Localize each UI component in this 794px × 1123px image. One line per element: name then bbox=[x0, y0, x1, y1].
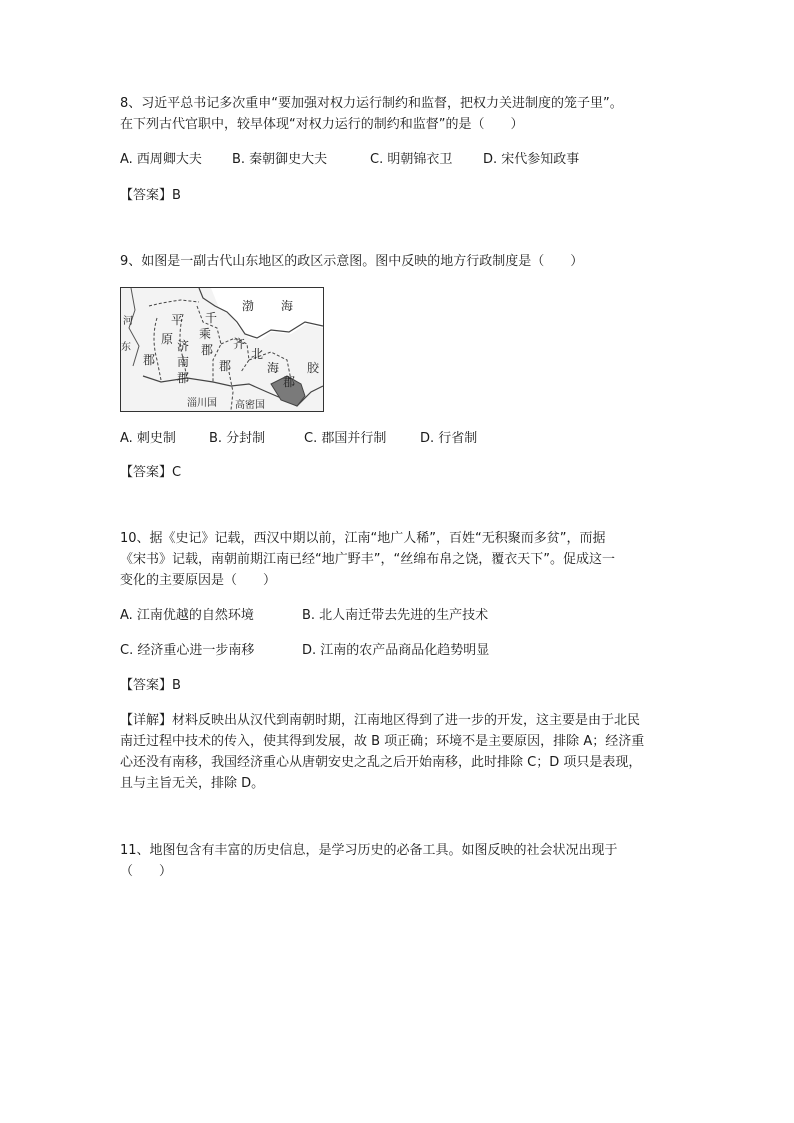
q10-option-c: C. 经济重心进一步南移 bbox=[120, 643, 255, 658]
q10-answer: 【答案】B bbox=[120, 678, 181, 693]
q10-option-d: D. 江南的农产品商品化趋势明显 bbox=[302, 643, 490, 658]
map-label-hai-mid: 海 bbox=[267, 361, 280, 375]
map-boundary-7 bbox=[229, 372, 233, 410]
map-label-jiao: 胶 bbox=[307, 361, 320, 375]
map-boundary-2 bbox=[154, 318, 161, 380]
q8-option-c: C. 明朝锦衣卫 bbox=[370, 152, 453, 167]
q9-answer: 【答案】C bbox=[120, 465, 182, 480]
q8-stem-line2: 在下列古代官职中，较早体现“对权力运行的制约和监督”的是（ ） bbox=[120, 117, 524, 132]
q8-option-b: B. 秦朝御史大夫 bbox=[232, 152, 328, 167]
q10-detail-line1: 【详解】材料反映出从汉代到南朝时期，江南地区得到了进一步的开发，这主要是由于北民 bbox=[120, 713, 641, 728]
q10-detail-line3: 心还没有南移，我国经济重心从唐朝安史之乱之后开始南移，此时排除 C；D 项只是表现， bbox=[120, 755, 642, 770]
map-label-qi: 齐 bbox=[233, 337, 246, 351]
q10-option-b: B. 北人南迁带去先进的生产技术 bbox=[302, 608, 489, 623]
map-label-cheng: 乘 bbox=[199, 327, 212, 341]
q10-stem-line1: 10、据《史记》记载，西汉中期以前，江南“地广人稀”，百姓“无积聚而多贫”，而据 bbox=[120, 531, 606, 546]
q9-option-c: C. 郡国并行制 bbox=[304, 431, 387, 446]
q10-detail-line2: 南迁过程中技术的传入，使其得到发展，故 B 项正确；环境不是主要原因，排除 A；经济重 bbox=[120, 734, 645, 749]
map-label-dong: 东 bbox=[121, 342, 131, 353]
q9-option-d: D. 行省制 bbox=[420, 431, 478, 446]
q8-option-a: A. 西周卿大夫 bbox=[120, 152, 202, 167]
map-label-gaomi: 高密国 bbox=[235, 400, 265, 411]
q8-option-d: D. 宋代参知政事 bbox=[483, 152, 580, 167]
q10-stem-line3: 变化的主要原因是（ ） bbox=[120, 573, 277, 588]
map-boundary-1 bbox=[149, 300, 199, 306]
map-label-nan: 南 bbox=[177, 355, 190, 369]
map-label-qian: 千 bbox=[205, 311, 218, 325]
q10-stem-line2: 《宋书》记载，南朝前期江南已经“地广野丰”，“丝绵布帛之饶，覆衣天下”。促成这一 bbox=[120, 552, 615, 567]
q9-option-b: B. 分封制 bbox=[209, 431, 266, 446]
map-label-jun2: 郡 bbox=[143, 353, 156, 367]
q9-stem-line1: 9、如图是一副古代山东地区的政区示意图。图中反映的地方行政制度是（ ） bbox=[120, 254, 584, 269]
map-label-jun5: 郡 bbox=[283, 375, 296, 389]
map-river bbox=[129, 288, 139, 366]
q8-stem-line1: 8、习近平总书记多次重申“要加强对权力运行制约和监督，把权力关进制度的笼子里”。 bbox=[120, 96, 623, 111]
q9-map-svg bbox=[121, 288, 323, 411]
map-label-bo: 渤 bbox=[242, 299, 255, 313]
map-label-ji: 济 bbox=[177, 339, 190, 353]
q11-stem-line2: （ ） bbox=[120, 864, 173, 879]
q11-stem-line1: 11、地图包含有丰富的历史信息，是学习历史的必备工具。如图反映的社会状况出现于 bbox=[120, 843, 618, 858]
q9-map-figure bbox=[120, 287, 324, 412]
q10-option-a: A. 江南优越的自然环境 bbox=[120, 608, 254, 623]
map-label-hai-top: 海 bbox=[281, 299, 294, 313]
q10-detail-line4: 且与主旨无关，排除 D。 bbox=[120, 776, 265, 791]
map-label-bei: 北 bbox=[251, 347, 264, 361]
map-label-jun4: 郡 bbox=[219, 359, 232, 373]
map-label-jun1: 郡 bbox=[201, 343, 214, 357]
q9-option-a: A. 刺史制 bbox=[120, 431, 176, 446]
map-label-jun3: 郡 bbox=[177, 371, 190, 385]
map-label-yuan: 原 bbox=[161, 332, 174, 346]
map-label-he: 河 bbox=[123, 316, 133, 327]
map-label-zichuan: 淄川国 bbox=[187, 398, 217, 409]
map-label-ping: 平 bbox=[171, 313, 184, 327]
q8-answer: 【答案】B bbox=[120, 188, 181, 203]
